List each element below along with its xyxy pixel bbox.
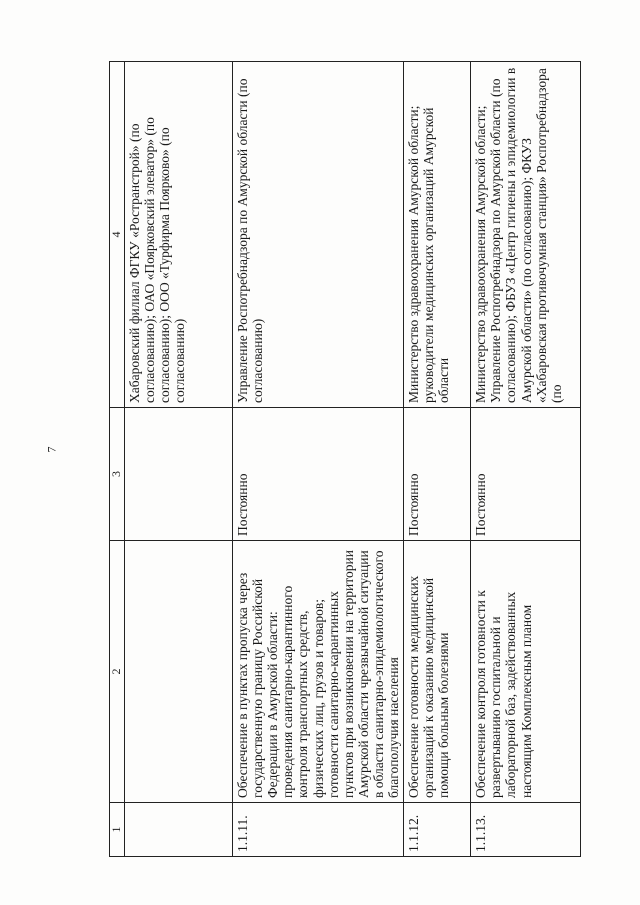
row-measure: Обеспечение контроля готовности к развертыванию госпитальной и лабораторной баз, задействованных настоящим Комплексным планом: [471, 541, 581, 803]
column-header: 1: [110, 803, 125, 857]
table-wrapper: [109, 62, 564, 857]
row-term: [125, 408, 233, 541]
row-executor: Министерство здравоохранения Амурской области; руководители медицинских организаций Амурской области: [404, 62, 471, 408]
column-header: 4: [110, 62, 125, 408]
table-row: [404, 62, 471, 857]
page-number: 7: [44, 446, 59, 453]
row-executor: Управление Роспотребнадзора по Амурской области (по согласованию): [233, 62, 404, 408]
row-term: Постоянно: [233, 408, 404, 541]
rotated-table-container: [109, 62, 564, 857]
table-row: [471, 62, 581, 857]
column-header: 3: [110, 408, 125, 541]
row-executor: Министерство здравоохранения Амурской области; Управление Роспотребнадзора по Амурской области (по согласованию); ФБУЗ «Центр гигиены и эпидемиологии в Амурской области» (по согласованию); ФКУЗ «Хабаровская противочумная станция» Роспотребнадзора (по: [471, 62, 581, 408]
row-measure: [125, 541, 233, 803]
column-header: 2: [110, 541, 125, 803]
table-header-row: [110, 62, 125, 857]
table-row: [233, 62, 404, 857]
row-measure: Обеспечение в пунктах пропуска через государственную границу Российской Федерации в Амурской области: проведения санитарно-карантинного контроля транспортных средств, физических лиц, грузов и товаров; готовности санитарно-карантинных пунктов при возникновении на территории Амурской области чрезвычайной ситуации в области санитарно-эпидемиологического благополучия населения: [233, 541, 404, 803]
row-number: 1.1.11.: [233, 803, 404, 857]
row-executor: Хабаровский филиал ФГКУ «Ространстрой» (по согласованию); ОАО «Поярковский элеватор» (по согласованию); ООО «Турфирма Поярково» (по согласованию): [125, 62, 233, 408]
row-term: Постоянно: [471, 408, 581, 541]
table-row: [125, 62, 233, 857]
row-number: 1.1.12.: [404, 803, 471, 857]
plan-table: [109, 61, 581, 857]
row-number: 1.1.13.: [471, 803, 581, 857]
row-number: [125, 803, 233, 857]
row-term: Постоянно: [404, 408, 471, 541]
row-measure: Обеспечение готовности медицинских организаций к оказанию медицинской помощи больным болезнями: [404, 541, 471, 803]
